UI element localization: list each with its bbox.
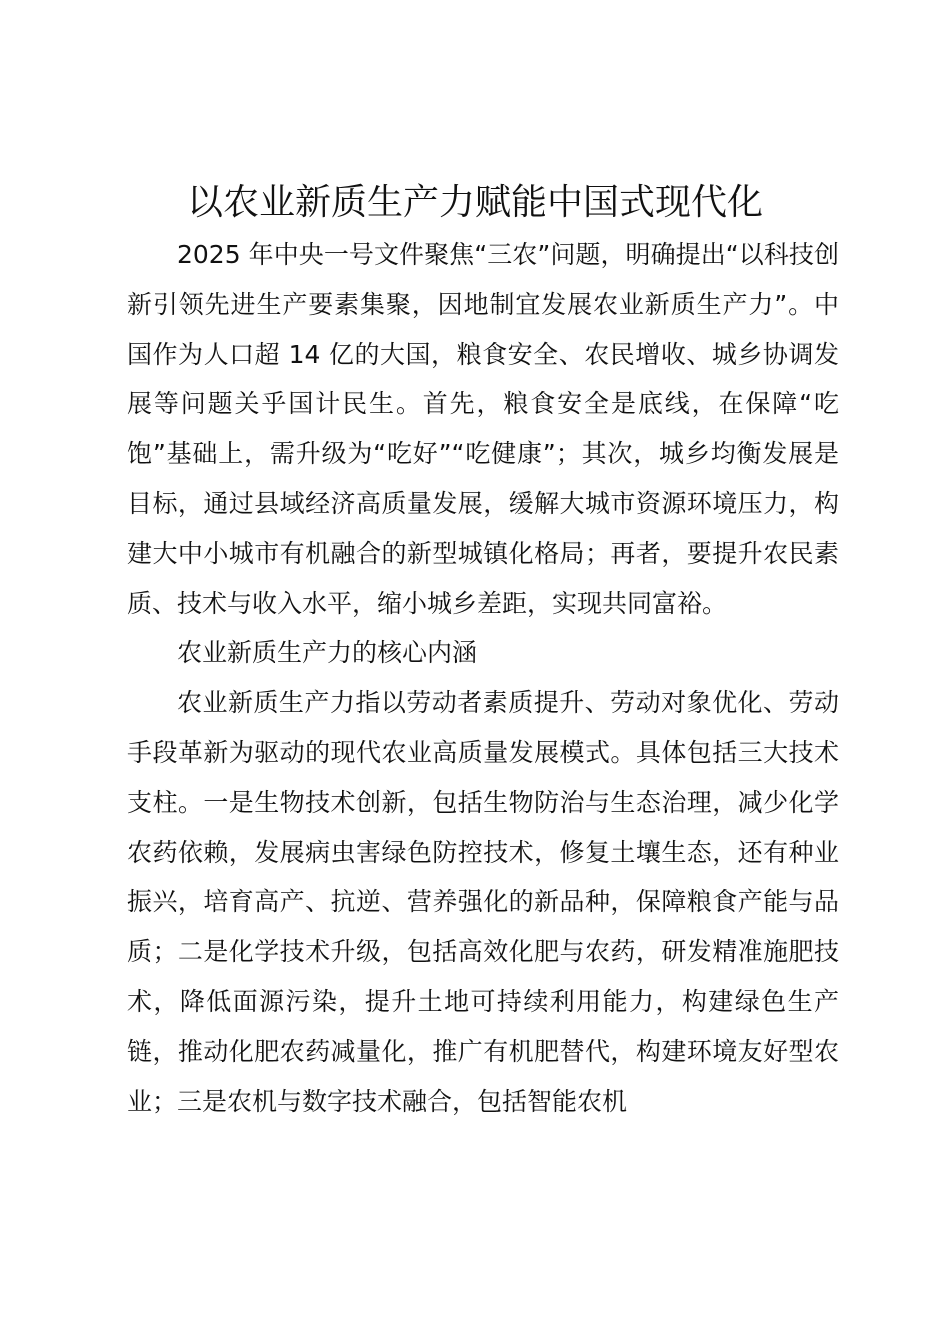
- section-heading: 农业新质生产力的核心内涵: [177, 638, 478, 668]
- paragraph-intro: 2025 年中央一号文件聚焦“三农”问题，明确提出“以科技创新引领先进生产要素集聚，因地制宜发展农业新质生产力”。中国作为人口超 14 亿的大国，粮食安全、农民增收、城乡协调发展等问题关乎国计民生。首先，粮食安全是底线，在保障“吃饱”基础上，需升级为“吃好”“吃健康”；其次，城乡均衡发展是目标，通过县域经济高质量发展，缓解大城市资源环境压力，构建大中小城市有机融合的新型城镇化格局；再者，要提升农民素质、技术与收入水平，缩小城乡差距，实现共同富裕。: [127, 240, 839, 618]
- document-body: [127, 230, 839, 1126]
- document-title: 以农业新质生产力赋能中国式现代化: [186, 182, 763, 223]
- paragraph-core-content: 农业新质生产力指以劳动者素质提升、劳动对象优化、劳动手段革新为驱动的现代农业高质量发展模式。具体包括三大技术支柱。一是生物技术创新，包括生物防治与生态治理，减少化学农药依赖，发展病虫害绿色防控技术，修复土壤生态，还有种业振兴，培育高产、抗逆、营养强化的新品种，保障粮食产能与品质；二是化学技术升级，包括高效化肥与农药，研发精准施肥技术，降低面源污染，提升土地可持续利用能力，构建绿色生产链，推动化肥农药减量化，推广有机肥替代，构建环境友好型农业；三是农机与数字技术融合，包括智能农机: [127, 688, 839, 1116]
